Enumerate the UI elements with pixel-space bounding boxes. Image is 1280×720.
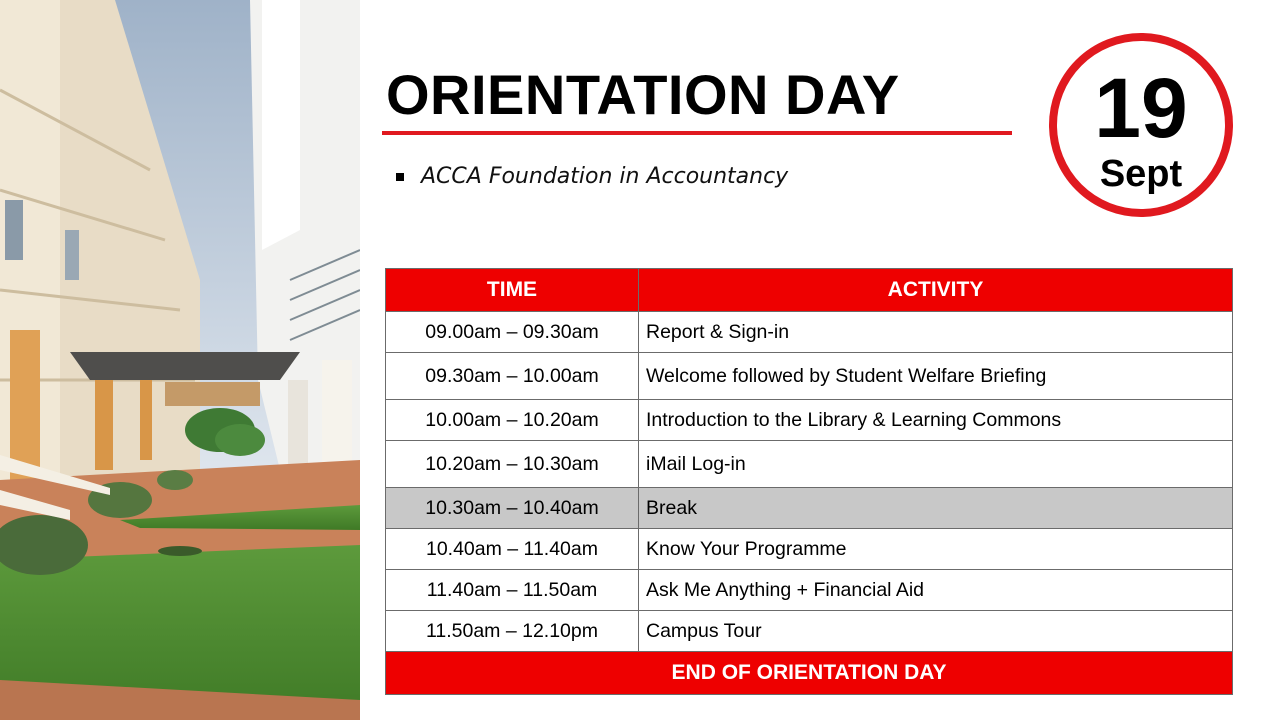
table-row (386, 312, 1233, 353)
row-time: 11.50am – 12.10pm (386, 611, 639, 652)
table-row-break (386, 488, 1233, 529)
header-time: TIME (386, 269, 639, 312)
row-time: 09.30am – 10.00am (386, 353, 639, 400)
campus-courtyard-photo (0, 0, 360, 720)
date-month: Sept (1099, 153, 1183, 195)
date-badge (1049, 33, 1233, 217)
table-header-row (386, 269, 1233, 312)
table-footer-row (386, 652, 1233, 695)
date-day: 19 (1094, 61, 1188, 155)
row-activity: Break (639, 488, 1233, 529)
row-time: 10.20am – 10.30am (386, 441, 639, 488)
table-row (386, 441, 1233, 488)
page-title: ORIENTATION DAY (386, 63, 900, 126)
end-of-day-label: END OF ORIENTATION DAY (386, 652, 1233, 695)
row-time: 09.00am – 09.30am (386, 312, 639, 353)
row-activity: Introduction to the Library & Learning Commons (639, 400, 1233, 441)
title-underline (382, 131, 1012, 135)
table-row (386, 611, 1233, 652)
table-row (386, 529, 1233, 570)
header-activity: ACTIVITY (639, 269, 1233, 312)
row-activity: Know Your Programme (639, 529, 1233, 570)
row-activity: iMail Log-in (639, 441, 1233, 488)
row-activity: Welcome followed by Student Welfare Briefing (639, 353, 1233, 400)
programme-bullet (396, 164, 788, 189)
schedule-table (385, 268, 1233, 695)
table-row (386, 400, 1233, 441)
table-row (386, 353, 1233, 400)
row-time: 10.40am – 11.40am (386, 529, 639, 570)
programme-name: ACCA Foundation in Accountancy (421, 164, 789, 189)
row-activity: Campus Tour (639, 611, 1233, 652)
row-time: 11.40am – 11.50am (386, 570, 639, 611)
row-activity: Ask Me Anything + Financial Aid (639, 570, 1233, 611)
row-time: 10.00am – 10.20am (386, 400, 639, 441)
row-time: 10.30am – 10.40am (386, 488, 639, 529)
row-activity: Report & Sign-in (639, 312, 1233, 353)
square-bullet-icon (396, 173, 404, 181)
table-row (386, 570, 1233, 611)
